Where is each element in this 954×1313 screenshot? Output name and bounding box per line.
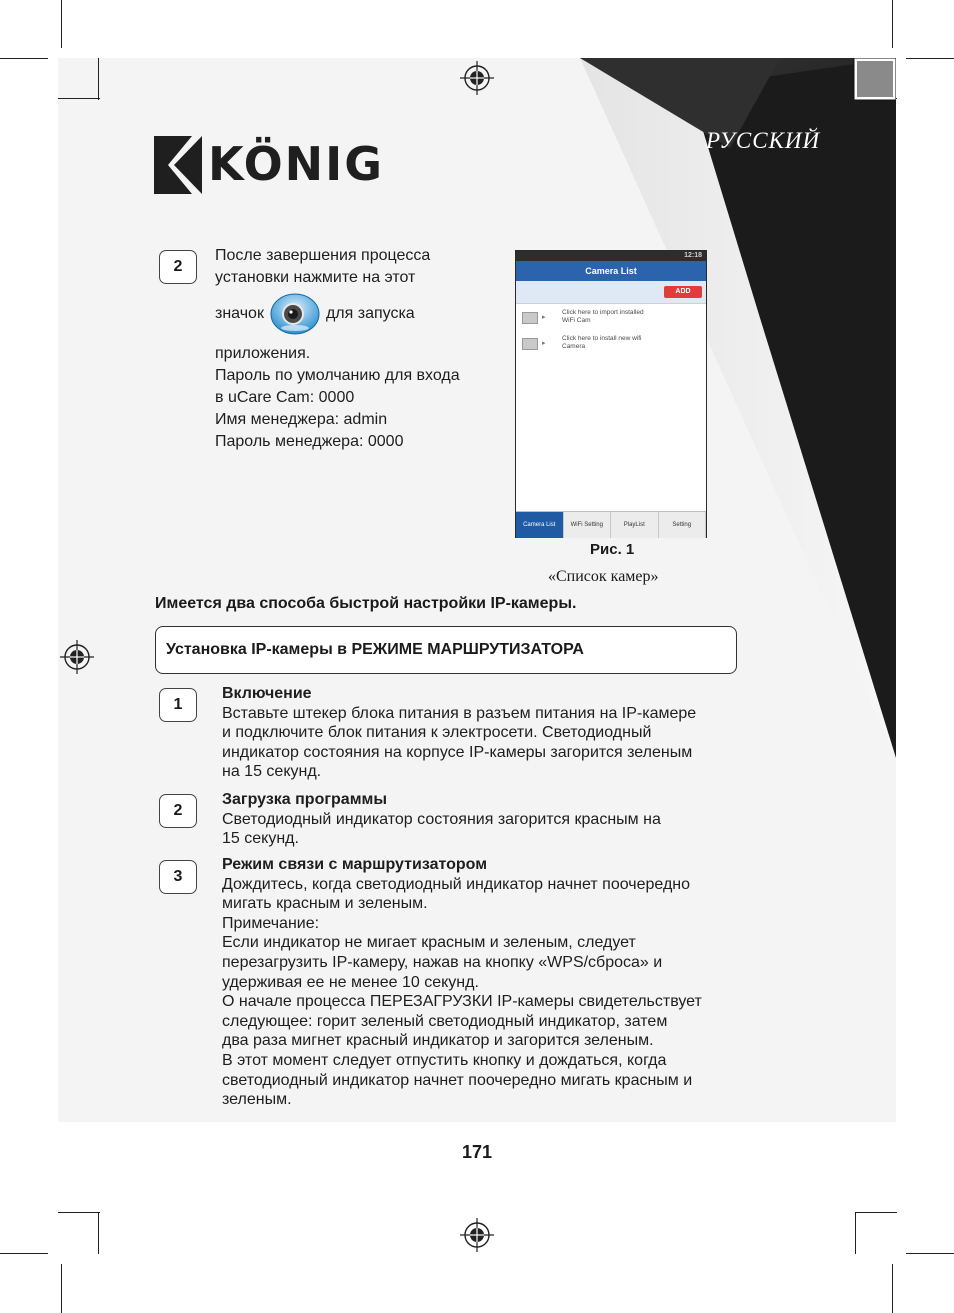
- ucare-cam-app-icon: [270, 292, 320, 336]
- section-title-box: [155, 626, 737, 674]
- phone-tab-setting: Setting: [659, 512, 707, 538]
- section-title: Установка IP-камеры в РЕЖИМЕ МАРШРУТИЗАТОРА: [166, 641, 584, 658]
- phone-title-bar: Camera List: [516, 261, 706, 281]
- figure-label: Рис. 1: [590, 541, 635, 558]
- step-number-box: 2: [159, 794, 197, 828]
- konig-logo-mark: [152, 134, 204, 196]
- phone-body: [516, 281, 706, 511]
- phone-toolbar: [516, 281, 706, 304]
- step-power-on: Включение Вставьте штекер блока питания в разъем питания на IP-камере и подключите блок питания к электросети. Светодиодный индикатор состояния на корпусе IP-камеры загорится зеленым на 15 секунд.: [222, 685, 697, 781]
- step-title: Включение: [222, 685, 312, 702]
- step-number-box: 3: [159, 860, 197, 894]
- registration-mark-top: [460, 61, 494, 95]
- camera-icon: [522, 338, 538, 350]
- chevron-right-icon: ▸: [542, 340, 546, 347]
- step-program-load: Загрузка программы Светодиодный индикатор состояния загорится красным на 15 секунд.: [222, 791, 661, 848]
- figure-caption: «Список камер»: [548, 568, 659, 585]
- phone-tab-wifi-setting: WiFi Setting: [564, 512, 612, 538]
- phone-tab-camera-list: Camera List: [516, 512, 564, 538]
- phone-add-button: ADD: [664, 286, 702, 298]
- registration-mark-left: [60, 640, 94, 674]
- konig-logo: [152, 134, 385, 196]
- icon-line: значок для запуска: [215, 289, 460, 339]
- phone-list-item: ▸ Click here to install new wifi Camera: [522, 335, 700, 355]
- konig-logo-text: KÖNIG: [208, 137, 385, 191]
- chevron-right-icon: ▸: [542, 314, 546, 321]
- phone-list-item: ▸ Click here to import installed WiFi Cam: [522, 309, 700, 329]
- registration-mark-bottom: [460, 1218, 494, 1252]
- step-number-box: 2: [159, 250, 197, 284]
- step-router-mode: Режим связи с маршрутизатором Дождитесь, когда светодиодный индикатор начнет поочередно мигать красным и зеленым. Примечание: Если индикатор не мигает красным и зеленым, следует перезагрузить IP-камеру, нажав на кнопку «WPS/сброса» и удерживая ее не менее 10 секунд. О начале процесса ПЕРЕЗАГРУЗКИ IP-камеры свидетельствует следующее: горит зеленый светодиодный индикатор, затем два раза мигнет красный индикатор и загорится зеленым. В этот момент следует отпустить кнопку и дождаться, когда светодиодный индикатор начнет поочередно мигать красным и зеленым.: [222, 856, 702, 1109]
- camera-list-screenshot: [515, 250, 707, 538]
- step-number-box: 1: [159, 688, 197, 722]
- intro-text: Имеется два способа быстрой настройки IP-камеры.: [155, 595, 577, 612]
- phone-status-bar: 12:18: [516, 251, 706, 261]
- step-install-text: После завершения процесса установки нажмите на этот значок для запуска приложения. Пароль по умолчанию для входа в uCare Cam: 0000 Имя менеджера: admin Пароль менеджера: 0000: [215, 247, 460, 450]
- language-label: РУССКИЙ: [706, 128, 821, 153]
- page-number: 171: [461, 1142, 493, 1162]
- camera-icon: [522, 312, 538, 324]
- step-title: Режим связи с маршрутизатором: [222, 856, 488, 873]
- phone-tab-bar: [516, 511, 706, 538]
- phone-tab-playlist: PlayList: [611, 512, 659, 538]
- step-title: Загрузка программы: [222, 791, 388, 808]
